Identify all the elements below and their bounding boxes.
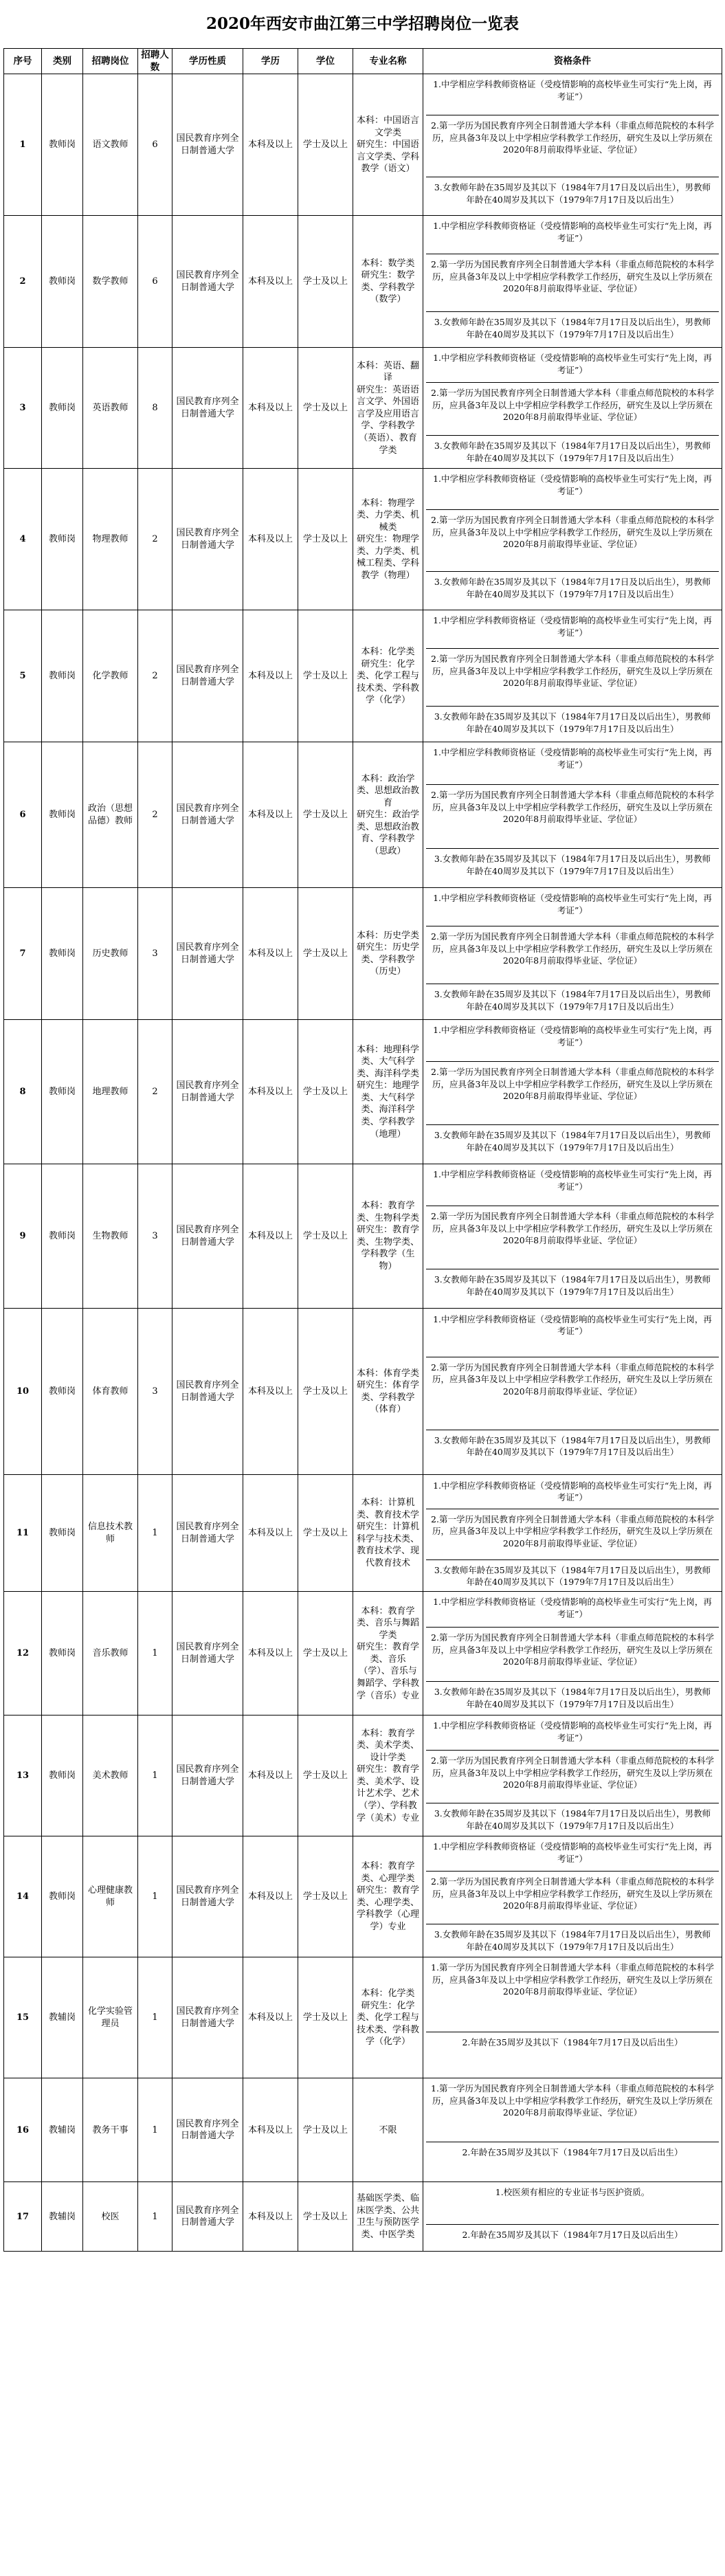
- table-row: [4, 469, 722, 610]
- header-no: 序号: [4, 49, 42, 74]
- condition-item: 2.第一学历为国民教育序列全日制普通大学本科（非重点师范院校的本科学历，应具备3年及以上中学相应学科教学工作经历，研究生及以上学历须在2020年8月前取得毕业证、学位证）: [426, 1509, 719, 1560]
- cell-category: 教师岗: [42, 742, 83, 888]
- cell-no: 11: [4, 1475, 42, 1592]
- cell-count: 3: [138, 888, 172, 1020]
- cell-education: 本科及以上: [243, 74, 298, 216]
- cell-count: 2: [138, 469, 172, 610]
- cell-major: 本科：化学类 研究生：化学类、化学工程与技术类、学科教学（化学）: [353, 610, 423, 742]
- cell-count: 3: [138, 1164, 172, 1309]
- cell-major: 基础医学类、临床医学类、公共卫生与预防医学类、中医学类: [353, 2182, 423, 2252]
- cell-degree: 学士及以上: [298, 469, 353, 610]
- condition-item: 2.第一学历为国民教育序列全日制普通大学本科（非重点师范院校的本科学历，应具备3年及以上中学相应学科教学工作经历，研究生及以上学历须在2020年8月前取得毕业证、学位证）: [426, 649, 719, 707]
- cell-major: 本科：物理学类、力学类、机械类 研究生：物理学类、力学类、机械工程类、学科教学（物理）: [353, 469, 423, 610]
- table-row: [4, 348, 722, 469]
- table-row: [4, 74, 722, 216]
- condition-item: 1.中学相应学科教师资格证（受疫情影响的高校毕业生可实行“先上岗，再考证”）: [426, 1020, 719, 1062]
- header-major: 专业名称: [353, 49, 423, 74]
- condition-item: 2.第一学历为国民教育序列全日制普通大学本科（非重点师范院校的本科学历，应具备3年及以上中学相应学科教学工作经历，研究生及以上学历须在2020年8月前取得毕业证、学位证）: [426, 1357, 719, 1430]
- cell-count: 6: [138, 216, 172, 348]
- cell-major: 本科：中国语言文学类 研究生：中国语言文学类、学科教学（语文）: [353, 74, 423, 216]
- cell-no: 6: [4, 742, 42, 888]
- condition-item: 3.女教师年龄在35周岁及其以下（1984年7月17日及以后出生），男教师年龄在40周岁及其以下（1979年7月17日及以后出生）: [434, 182, 711, 205]
- cell-education: 本科及以上: [243, 1020, 298, 1164]
- condition-item: 3.女教师年龄在35周岁及其以下（1984年7月17日及以后出生），男教师年龄在40周岁及其以下（1979年7月17日及以后出生）: [434, 1274, 711, 1297]
- condition-item: 3.女教师年龄在35周岁及其以下（1984年7月17日及以后出生），男教师年龄在40周岁及其以下（1979年7月17日及以后出生）: [434, 1434, 711, 1458]
- cell-count: 1: [138, 1592, 172, 1716]
- cell-nature: 国民教育序列全日制普通大学: [172, 1592, 243, 1716]
- cell-nature: 国民教育序列全日制普通大学: [172, 74, 243, 216]
- table-row: [4, 1836, 722, 1957]
- table-row: [4, 1164, 722, 1309]
- cell-post: 语文教师: [83, 74, 138, 216]
- cell-nature: 国民教育序列全日制普通大学: [172, 348, 243, 469]
- header-conditions: 资格条件: [423, 49, 722, 74]
- condition-item: 1.中学相应学科教师资格证（受疫情影响的高校毕业生可实行“先上岗，再考证”）: [426, 1592, 719, 1628]
- cell-nature: 国民教育序列全日制普通大学: [172, 1836, 243, 1957]
- cell-major: 本科：历史学类 研究生：历史学类、学科教学（历史）: [353, 888, 423, 1020]
- cell-no: 3: [4, 348, 42, 469]
- cell-degree: 学士及以上: [298, 610, 353, 742]
- condition-item: 3.女教师年龄在35周岁及其以下（1984年7月17日及以后出生），男教师年龄在40周岁及其以下（1979年7月17日及以后出生）: [434, 1130, 711, 1153]
- cell-count: 1: [138, 1716, 172, 1836]
- cell-nature: 国民教育序列全日制普通大学: [172, 1716, 243, 1836]
- cell-count: 3: [138, 1309, 172, 1475]
- cell-nature: 国民教育序列全日制普通大学: [172, 216, 243, 348]
- cell-nature: 国民教育序列全日制普通大学: [172, 1164, 243, 1309]
- cell-major: 本科：化学类 研究生：化学类、化学工程与技术类、学科教学（化学）: [353, 1957, 423, 2078]
- cell-conditions: [423, 1836, 722, 1957]
- cell-conditions: [423, 1716, 722, 1836]
- cell-post: 信息技术教师: [83, 1475, 138, 1592]
- cell-no: 16: [4, 2078, 42, 2182]
- cell-category: 教师岗: [42, 1592, 83, 1716]
- header-education: 学历: [243, 49, 298, 74]
- cell-count: 1: [138, 1836, 172, 1957]
- cell-count: 1: [138, 1475, 172, 1592]
- condition-item: 1.校医须有相应的专业证书与医护资质。: [426, 2182, 719, 2225]
- table-row: [4, 1592, 722, 1716]
- cell-education: 本科及以上: [243, 2078, 298, 2182]
- cell-education: 本科及以上: [243, 1716, 298, 1836]
- cell-nature: 国民教育序列全日制普通大学: [172, 1020, 243, 1164]
- cell-no: 1: [4, 74, 42, 216]
- cell-conditions: [423, 1164, 722, 1309]
- cell-conditions: [423, 469, 722, 610]
- cell-degree: 学士及以上: [298, 216, 353, 348]
- condition-item: 2.年龄在35周岁及其以下（1984年7月17日及以后出生）: [462, 2037, 683, 2048]
- cell-major: 本科：计算机类、教育技术学 研究生：计算机科学与技术类、教育技术学、现代教育技术: [353, 1475, 423, 1592]
- condition-item: 1.中学相应学科教师资格证（受疫情影响的高校毕业生可实行“先上岗，再考证”）: [426, 216, 719, 254]
- cell-count: 1: [138, 2078, 172, 2182]
- cell-nature: 国民教育序列全日制普通大学: [172, 2182, 243, 2252]
- cell-major: 本科：数学类 研究生：数学类、学科教学（数学）: [353, 216, 423, 348]
- cell-major: 本科：教育学类、美术学类、设计学类 研究生：教育学类、美术学、设计艺术学、艺术（学）、学科教学（美术）专业: [353, 1716, 423, 1836]
- cell-degree: 学士及以上: [298, 1836, 353, 1957]
- cell-conditions: [423, 610, 722, 742]
- condition-item: 2.第一学历为国民教育序列全日制普通大学本科（非重点师范院校的本科学历，应具备3年及以上中学相应学科教学工作经历，研究生及以上学历须在2020年8月前取得毕业证、学位证）: [426, 510, 719, 572]
- cell-no: 5: [4, 610, 42, 742]
- cell-no: 12: [4, 1592, 42, 1716]
- cell-conditions: [423, 1020, 722, 1164]
- cell-post: 数学教师: [83, 216, 138, 348]
- cell-degree: 学士及以上: [298, 1164, 353, 1309]
- cell-count: 1: [138, 2182, 172, 2252]
- header-category: 类别: [42, 49, 83, 74]
- cell-degree: 学士及以上: [298, 348, 353, 469]
- cell-post: 体育教师: [83, 1309, 138, 1475]
- condition-item: 2.第一学历为国民教育序列全日制普通大学本科（非重点师范院校的本科学历，应具备3年及以上中学相应学科教学工作经历，研究生及以上学历须在2020年8月前取得毕业证、学位证）: [426, 1751, 719, 1803]
- header-row: [4, 49, 722, 74]
- condition-item: 2.第一学历为国民教育序列全日制普通大学本科（非重点师范院校的本科学历，应具备3年及以上中学相应学科教学工作经历，研究生及以上学历须在2020年8月前取得毕业证、学位证）: [426, 383, 719, 436]
- cell-no: 15: [4, 1957, 42, 2078]
- cell-category: 教辅岗: [42, 2078, 83, 2182]
- cell-post: 物理教师: [83, 469, 138, 610]
- condition-item: 3.女教师年龄在35周岁及其以下（1984年7月17日及以后出生），男教师年龄在40周岁及其以下（1979年7月17日及以后出生）: [434, 854, 711, 876]
- cell-post: 生物教师: [83, 1164, 138, 1309]
- cell-nature: 国民教育序列全日制普通大学: [172, 469, 243, 610]
- table-row: [4, 1020, 722, 1164]
- cell-nature: 国民教育序列全日制普通大学: [172, 610, 243, 742]
- cell-category: 教师岗: [42, 74, 83, 216]
- condition-item: 2.第一学历为国民教育序列全日制普通大学本科（非重点师范院校的本科学历，应具备3年及以上中学相应学科教学工作经历，研究生及以上学历须在2020年8月前取得毕业证、学位证）: [426, 115, 719, 177]
- condition-item: 1.中学相应学科教师资格证（受疫情影响的高校毕业生可实行“先上岗，再考证”）: [426, 888, 719, 926]
- cell-no: 7: [4, 888, 42, 1020]
- cell-category: 教师岗: [42, 1716, 83, 1836]
- cell-count: 2: [138, 1020, 172, 1164]
- condition-item: 3.女教师年龄在35周岁及其以下（1984年7月17日及以后出生），男教师年龄在40周岁及其以下（1979年7月17日及以后出生）: [434, 711, 711, 734]
- cell-education: 本科及以上: [243, 2182, 298, 2252]
- table-row: [4, 1716, 722, 1836]
- table-row: [4, 1309, 722, 1475]
- condition-item: 1.中学相应学科教师资格证（受疫情影响的高校毕业生可实行“先上岗，再考证”）: [426, 1836, 719, 1872]
- cell-post: 历史教师: [83, 888, 138, 1020]
- cell-nature: 国民教育序列全日制普通大学: [172, 1475, 243, 1592]
- condition-item: 2.第一学历为国民教育序列全日制普通大学本科（非重点师范院校的本科学历，应具备3年及以上中学相应学科教学工作经历，研究生及以上学历须在2020年8月前取得毕业证、学位证）: [426, 926, 719, 984]
- condition-item: 1.中学相应学科教师资格证（受疫情影响的高校毕业生可实行“先上岗，再考证”）: [426, 1476, 719, 1509]
- cell-no: 13: [4, 1716, 42, 1836]
- cell-education: 本科及以上: [243, 1309, 298, 1475]
- cell-degree: 学士及以上: [298, 742, 353, 888]
- cell-conditions: [423, 1592, 722, 1716]
- condition-item: 1.中学相应学科教师资格证（受疫情影响的高校毕业生可实行“先上岗，再考证”）: [426, 1164, 719, 1206]
- cell-post: 心理健康教师: [83, 1836, 138, 1957]
- cell-count: 6: [138, 74, 172, 216]
- cell-post: 化学教师: [83, 610, 138, 742]
- cell-nature: 国民教育序列全日制普通大学: [172, 2078, 243, 2182]
- cell-category: 教师岗: [42, 348, 83, 469]
- cell-count: 1: [138, 1957, 172, 2078]
- cell-degree: 学士及以上: [298, 888, 353, 1020]
- cell-category: 教师岗: [42, 1309, 83, 1475]
- cell-conditions: [423, 1957, 722, 2078]
- condition-item: 2.第一学历为国民教育序列全日制普通大学本科（非重点师范院校的本科学历，应具备3年及以上中学相应学科教学工作经历，研究生及以上学历须在2020年8月前取得毕业证、学位证）: [426, 785, 719, 849]
- condition-item: 2.第一学历为国民教育序列全日制普通大学本科（非重点师范院校的本科学历，应具备3年及以上中学相应学科教学工作经历，研究生及以上学历须在2020年8月前取得毕业证、学位证）: [426, 1872, 719, 1924]
- cell-education: 本科及以上: [243, 742, 298, 888]
- header-count: 招聘人数: [138, 49, 172, 74]
- cell-category: 教辅岗: [42, 1957, 83, 2078]
- cell-major: 本科：政治学类、思想政治教育 研究生：政治学类、思想政治教育、学科教学（思政）: [353, 742, 423, 888]
- cell-education: 本科及以上: [243, 469, 298, 610]
- table-row: [4, 1957, 722, 2078]
- condition-item: 2.第一学历为国民教育序列全日制普通大学本科（非重点师范院校的本科学历，应具备3年及以上中学相应学科教学工作经历，研究生及以上学历须在2020年8月前取得毕业证、学位证）: [426, 1062, 719, 1125]
- table-row: [4, 742, 722, 888]
- cell-conditions: [423, 2182, 722, 2252]
- cell-category: 教师岗: [42, 1475, 83, 1592]
- table-row: [4, 216, 722, 348]
- cell-conditions: [423, 1309, 722, 1475]
- condition-item: 1.中学相应学科教师资格证（受疫情影响的高校毕业生可实行“先上岗，再考证”）: [426, 1716, 719, 1751]
- table-row: [4, 2078, 722, 2182]
- condition-item: 3.女教师年龄在35周岁及其以下（1984年7月17日及以后出生），男教师年龄在40周岁及其以下（1979年7月17日及以后出生）: [434, 441, 711, 463]
- condition-item: 2.第一学历为国民教育序列全日制普通大学本科（非重点师范院校的本科学历，应具备3年及以上中学相应学科教学工作经历，研究生及以上学历须在2020年8月前取得毕业证、学位证）: [426, 1628, 719, 1682]
- cell-education: 本科及以上: [243, 888, 298, 1020]
- condition-item: 2.第一学历为国民教育序列全日制普通大学本科（非重点师范院校的本科学历，应具备3年及以上中学相应学科教学工作经历，研究生及以上学历须在2020年8月前取得毕业证、学位证）: [426, 254, 719, 312]
- cell-category: 教师岗: [42, 216, 83, 348]
- cell-education: 本科及以上: [243, 1836, 298, 1957]
- cell-post: 音乐教师: [83, 1592, 138, 1716]
- cell-category: 教辅岗: [42, 2182, 83, 2252]
- cell-count: 2: [138, 610, 172, 742]
- cell-category: 教师岗: [42, 1164, 83, 1309]
- cell-post: 地理教师: [83, 1020, 138, 1164]
- cell-no: 4: [4, 469, 42, 610]
- condition-item: 1.中学相应学科教师资格证（受疫情影响的高校毕业生可实行“先上岗，再考证”）: [426, 610, 719, 649]
- cell-category: 教师岗: [42, 1020, 83, 1164]
- cell-major: 本科：地理科学类、大气科学类、海洋科学类 研究生：地理学类、大气科学类、海洋科学类、学科教学（地理）: [353, 1020, 423, 1164]
- cell-post: 校医: [83, 2182, 138, 2252]
- header-post: 招聘岗位: [83, 49, 138, 74]
- cell-category: 教师岗: [42, 1836, 83, 1957]
- cell-no: 14: [4, 1836, 42, 1957]
- table-row: [4, 888, 722, 1020]
- cell-major: 本科：教育学类、生物科学类 研究生：教育学类、生物学类、学科教学（生物）: [353, 1164, 423, 1309]
- condition-item: 1.第一学历为国民教育序列全日制普通大学本科（非重点师范院校的本科学历，应具备3年及以上中学相应学科教学工作经历，研究生及以上学历须在2020年8月前取得毕业证、学位证）: [426, 1957, 719, 2032]
- cell-degree: 学士及以上: [298, 1716, 353, 1836]
- cell-education: 本科及以上: [243, 348, 298, 469]
- condition-item: 3.女教师年龄在35周岁及其以下（1984年7月17日及以后出生），男教师年龄在40周岁及其以下（1979年7月17日及以后出生）: [434, 989, 711, 1012]
- cell-category: 教师岗: [42, 610, 83, 742]
- cell-nature: 国民教育序列全日制普通大学: [172, 1957, 243, 2078]
- cell-conditions: [423, 742, 722, 888]
- cell-degree: 学士及以上: [298, 2182, 353, 2252]
- cell-conditions: [423, 888, 722, 1020]
- cell-no: 17: [4, 2182, 42, 2252]
- cell-conditions: [423, 74, 722, 216]
- condition-item: 1.中学相应学科教师资格证（受疫情影响的高校毕业生可实行“先上岗，再考证”）: [426, 742, 719, 785]
- condition-item: 1.中学相应学科教师资格证（受疫情影响的高校毕业生可实行“先上岗，再考证”）: [426, 469, 719, 510]
- condition-item: 1.中学相应学科教师资格证（受疫情影响的高校毕业生可实行“先上岗，再考证”）: [426, 1309, 719, 1357]
- condition-item: 3.女教师年龄在35周岁及其以下（1984年7月17日及以后出生），男教师年龄在40周岁及其以下（1979年7月17日及以后出生）: [434, 1564, 711, 1588]
- cell-major: 不限: [353, 2078, 423, 2182]
- cell-degree: 学士及以上: [298, 1475, 353, 1592]
- cell-post: 美术教师: [83, 1716, 138, 1836]
- cell-education: 本科及以上: [243, 1164, 298, 1309]
- cell-no: 9: [4, 1164, 42, 1309]
- table-row: [4, 2182, 722, 2252]
- condition-item: 3.女教师年龄在35周岁及其以下（1984年7月17日及以后出生），男教师年龄在40周岁及其以下（1979年7月17日及以后出生）: [434, 1808, 711, 1831]
- table-body: [4, 74, 722, 2252]
- header-degree: 学位: [298, 49, 353, 74]
- cell-no: 10: [4, 1309, 42, 1475]
- cell-major: 本科：英语、翻译 研究生：英语语言文学、外国语言学及应用语言学、学科教学（英语）、教育学类: [353, 348, 423, 469]
- cell-major: 本科：教育学类、心理学类 研究生：教育学类、心理学类、学科教学（心理学）专业: [353, 1836, 423, 1957]
- condition-item: 2.第一学历为国民教育序列全日制普通大学本科（非重点师范院校的本科学历，应具备3年及以上中学相应学科教学工作经历，研究生及以上学历须在2020年8月前取得毕业证、学位证）: [426, 1206, 719, 1269]
- cell-count: 8: [138, 348, 172, 469]
- condition-item: 1.中学相应学科教师资格证（受疫情影响的高校毕业生可实行“先上岗，再考证”）: [426, 74, 719, 115]
- cell-education: 本科及以上: [243, 1592, 298, 1716]
- cell-degree: 学士及以上: [298, 74, 353, 216]
- cell-no: 8: [4, 1020, 42, 1164]
- recruitment-table: [3, 48, 722, 2252]
- table-row: [4, 1475, 722, 1592]
- cell-education: 本科及以上: [243, 1475, 298, 1592]
- cell-category: 教师岗: [42, 469, 83, 610]
- cell-education: 本科及以上: [243, 216, 298, 348]
- condition-item: 1.中学相应学科教师资格证（受疫情影响的高校毕业生可实行“先上岗，再考证”）: [426, 348, 719, 383]
- condition-item: 2.年龄在35周岁及其以下（1984年7月17日及以后出生）: [462, 2230, 683, 2241]
- cell-major: 本科：体育学类 研究生：体育学类、学科教学（体育）: [353, 1309, 423, 1475]
- condition-item: 1.第一学历为国民教育序列全日制普通大学本科（非重点师范院校的本科学历，应具备3年及以上中学相应学科教学工作经历，研究生及以上学历须在2020年8月前取得毕业证、学位证）: [426, 2078, 719, 2142]
- condition-item: 3.女教师年龄在35周岁及其以下（1984年7月17日及以后出生），男教师年龄在40周岁及其以下（1979年7月17日及以后出生）: [434, 1687, 711, 1709]
- cell-conditions: [423, 2078, 722, 2182]
- table-row: [4, 610, 722, 742]
- condition-item: 2.年龄在35周岁及其以下（1984年7月17日及以后出生）: [462, 2147, 683, 2158]
- cell-conditions: [423, 1475, 722, 1592]
- cell-post: 英语教师: [83, 348, 138, 469]
- cell-nature: 国民教育序列全日制普通大学: [172, 1309, 243, 1475]
- cell-no: 2: [4, 216, 42, 348]
- cell-conditions: [423, 348, 722, 469]
- cell-degree: 学士及以上: [298, 1592, 353, 1716]
- page-title: 2020年西安市曲江第三中学招聘岗位一览表: [205, 14, 519, 33]
- cell-degree: 学士及以上: [298, 2078, 353, 2182]
- cell-nature: 国民教育序列全日制普通大学: [172, 888, 243, 1020]
- cell-degree: 学士及以上: [298, 1309, 353, 1475]
- cell-education: 本科及以上: [243, 1957, 298, 2078]
- cell-post: 化学实验管理员: [83, 1957, 138, 2078]
- cell-post: 教务干事: [83, 2078, 138, 2182]
- cell-post: 政治（思想品德）教师: [83, 742, 138, 888]
- cell-nature: 国民教育序列全日制普通大学: [172, 742, 243, 888]
- cell-category: 教师岗: [42, 888, 83, 1020]
- cell-degree: 学士及以上: [298, 1957, 353, 2078]
- cell-degree: 学士及以上: [298, 1020, 353, 1164]
- cell-conditions: [423, 216, 722, 348]
- cell-major: 本科：教育学类、音乐与舞蹈学类 研究生：教育学类、音乐（学）、音乐与舞蹈学、学科教学（音乐）专业: [353, 1592, 423, 1716]
- cell-count: 2: [138, 742, 172, 888]
- condition-item: 3.女教师年龄在35周岁及其以下（1984年7月17日及以后出生），男教师年龄在40周岁及其以下（1979年7月17日及以后出生）: [434, 577, 711, 599]
- condition-item: 3.女教师年龄在35周岁及其以下（1984年7月17日及以后出生），男教师年龄在40周岁及其以下（1979年7月17日及以后出生）: [434, 317, 711, 340]
- header-nature: 学历性质: [172, 49, 243, 74]
- condition-item: 3.女教师年龄在35周岁及其以下（1984年7月17日及以后出生），男教师年龄在40周岁及其以下（1979年7月17日及以后出生）: [434, 1929, 711, 1952]
- cell-education: 本科及以上: [243, 610, 298, 742]
